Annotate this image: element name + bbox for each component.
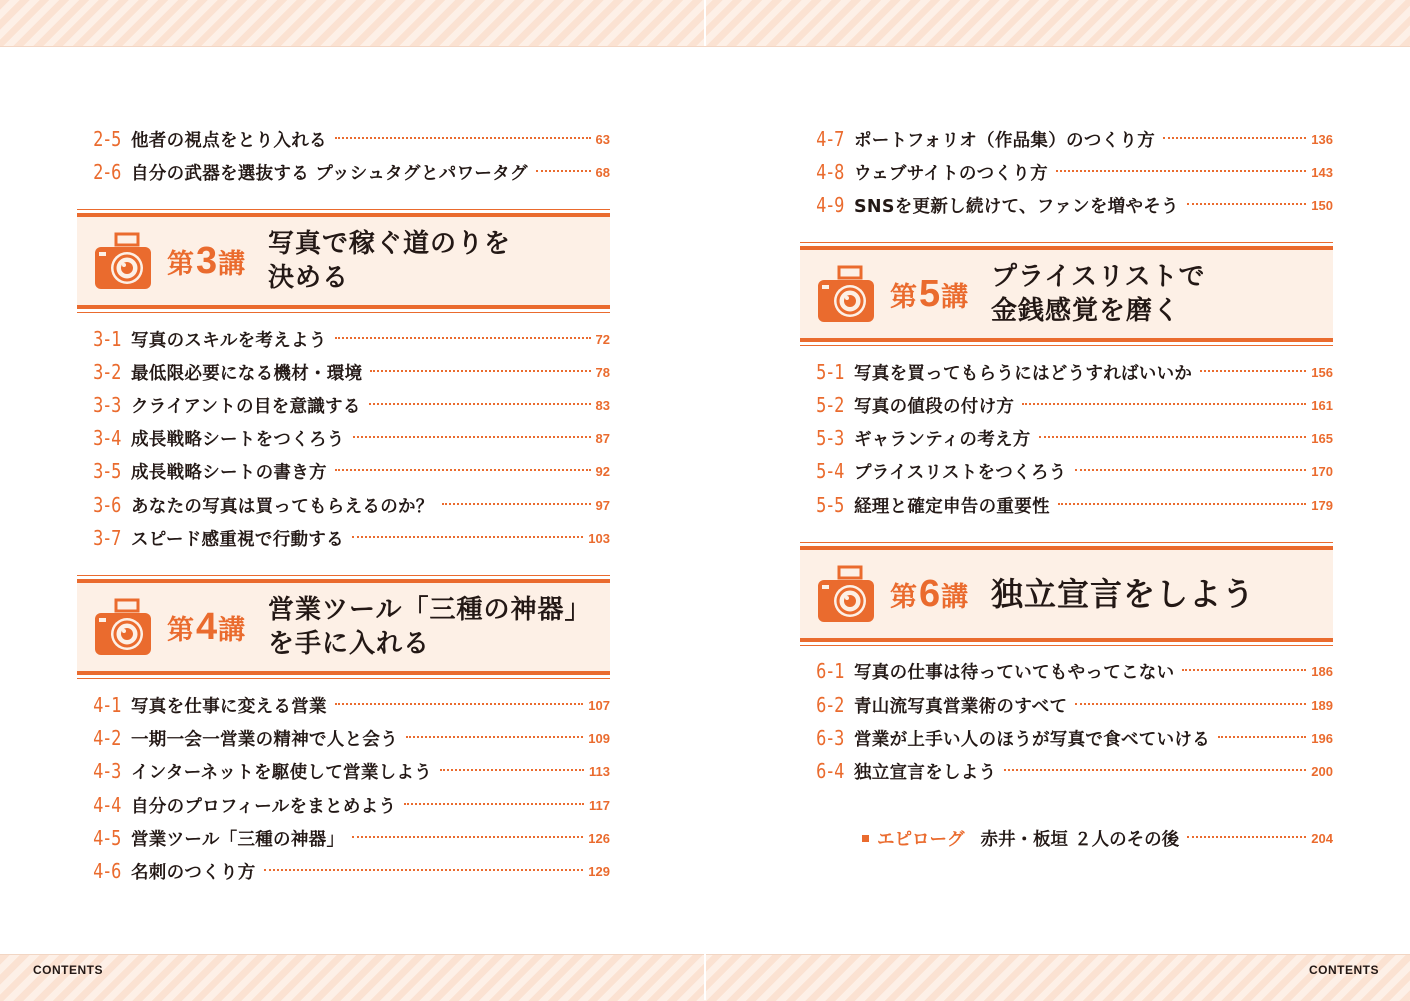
section-number: 4-2 [93, 726, 121, 750]
leader-dots [440, 769, 584, 771]
section-title: スピード感重視で行動する [131, 529, 344, 550]
chapter-label [167, 217, 245, 305]
chapter-title [268, 583, 591, 671]
leader-dots [406, 736, 583, 738]
page-number: 136 [1311, 131, 1333, 147]
chapter-number: 5 [919, 272, 940, 315]
chapter-suffix: 講 [218, 614, 246, 646]
section-title: 最低限必要になる機材・環境 [131, 363, 363, 384]
section-title: 写真を買ってもらうにはどうすればいいか [854, 363, 1193, 384]
leader-dots [352, 536, 583, 538]
section-title: ウェブサイトのつくり方 [854, 163, 1048, 184]
leader-dots [335, 337, 591, 339]
section-title: ポートフォリオ（作品集）のつくり方 [854, 130, 1156, 151]
chapter-title [268, 217, 511, 305]
chapter-label [167, 583, 245, 671]
leader-dots [370, 370, 590, 372]
camera-icon [816, 264, 876, 326]
page-number: 143 [1311, 164, 1333, 180]
leader-dots [1058, 503, 1306, 505]
chapter-label [890, 250, 968, 338]
page-number: 83 [595, 397, 610, 413]
chapter-title [991, 550, 1255, 638]
toc-row[interactable] [800, 124, 1333, 154]
section-number: 5-4 [816, 459, 844, 483]
section-number: 6-2 [816, 693, 844, 717]
square-bullet-icon [862, 835, 869, 842]
section-title: 写真の値段の付け方 [854, 396, 1015, 417]
page-number: 179 [1311, 497, 1333, 513]
epilogue-label: エピローグ [877, 829, 965, 850]
section-title: 名刺のつくり方 [131, 862, 256, 883]
chapter-prefix: 第 [890, 581, 917, 613]
chapter-title-line1: 写真で稼ぐ道のりを [268, 229, 512, 259]
leader-dots [335, 137, 591, 139]
page-number: 204 [1311, 830, 1333, 846]
page-number: 107 [588, 697, 610, 713]
leader-dots [1039, 436, 1307, 438]
section-number: 4-9 [816, 193, 844, 217]
leader-dots [1200, 370, 1306, 372]
page-number: 126 [588, 830, 610, 846]
toc-row[interactable] [800, 656, 1333, 686]
chapter-3-header[interactable] [77, 213, 610, 309]
leader-dots [1218, 736, 1306, 738]
section-title: 写真のスキルを考えよう [131, 330, 327, 351]
camera-icon [93, 231, 153, 293]
leader-dots [442, 503, 591, 505]
leader-dots [353, 436, 591, 438]
leader-dots [536, 170, 591, 172]
leader-dots [1022, 403, 1306, 405]
gutter-top [704, 0, 706, 46]
chapter-prefix: 第 [890, 281, 917, 313]
section-number: 2-6 [93, 160, 121, 184]
page-number: 129 [588, 863, 610, 879]
section-title: インターネットを駆使して営業しよう [131, 762, 433, 783]
leader-dots [1187, 203, 1306, 205]
leader-dots [369, 403, 591, 405]
section-title: 自分の武器を選抜する プッシュタグとパワータグ [131, 163, 528, 184]
chapter-title-line2: 金銭感覚を磨く [991, 296, 1181, 326]
toc-row[interactable] [77, 124, 610, 154]
section-number: 3-1 [93, 327, 121, 351]
leader-dots [335, 469, 591, 471]
chapter-title-line2: を手に入れる [268, 629, 431, 659]
section-title: あなたの写真は買ってもらえるのか？ [131, 496, 434, 517]
chapter-title-line1: 営業ツール「三種の神器」 [268, 595, 592, 625]
section-number: 5-2 [816, 393, 844, 417]
left-page [77, 0, 614, 1000]
chapter-4-header[interactable] [77, 579, 610, 675]
toc-row[interactable] [800, 423, 1333, 453]
page-number: 97 [595, 497, 610, 513]
page-number: 72 [595, 331, 610, 347]
leader-dots [1075, 703, 1306, 705]
epilogue-title: 赤井・板垣 ２人のその後 [980, 829, 1180, 850]
leader-dots [404, 803, 584, 805]
page-number: 150 [1311, 197, 1333, 213]
section-number: 6-3 [816, 726, 844, 750]
section-title: 成長戦略シートの書き方 [131, 462, 327, 483]
section-number: 5-1 [816, 360, 844, 384]
toc-row[interactable] [77, 690, 610, 720]
section-number: 4-8 [816, 160, 844, 184]
section-number: 3-7 [93, 526, 121, 550]
chapter-suffix: 講 [941, 581, 969, 613]
footer-contents-left: CONTENTS [33, 963, 103, 977]
section-number: 4-1 [93, 693, 121, 717]
chapter-title [991, 250, 1205, 338]
chapter-6-header[interactable] [800, 546, 1333, 642]
toc-row[interactable] [800, 690, 1333, 720]
page-number: 63 [595, 131, 610, 147]
section-title: ギャランティの考え方 [854, 429, 1031, 450]
toc-row[interactable] [800, 490, 1333, 520]
chapter-suffix: 講 [218, 248, 246, 280]
chapter-5-header[interactable] [800, 246, 1333, 342]
toc-row[interactable] [77, 856, 610, 886]
chapter-number: 3 [196, 239, 217, 282]
section-number: 3-4 [93, 426, 121, 450]
section-number: 2-5 [93, 127, 121, 151]
section-title: 一期一会一営業の精神で人と会う [131, 729, 398, 750]
chapter-number: 6 [919, 572, 940, 615]
camera-icon [93, 597, 153, 659]
page-number: 78 [595, 364, 610, 380]
page-number: 156 [1311, 364, 1333, 380]
toc-row[interactable] [77, 523, 610, 553]
toc-row[interactable] [77, 756, 610, 786]
toc-row[interactable] [77, 456, 610, 486]
leader-dots [1163, 137, 1306, 139]
section-title: 自分のプロフィールをまとめよう [131, 796, 397, 817]
leader-dots [1187, 836, 1306, 838]
chapter-number: 4 [196, 605, 217, 648]
toc-row[interactable] [800, 357, 1333, 387]
page-number: 200 [1311, 763, 1333, 779]
toc-row[interactable] [800, 390, 1333, 420]
footer-contents-right: CONTENTS [1309, 963, 1379, 977]
page-number: 161 [1311, 397, 1333, 413]
section-title: 営業ツール「三種の神器」 [131, 829, 345, 850]
page-number: 170 [1311, 463, 1333, 479]
section-number: 3-6 [93, 493, 121, 517]
chapter-title-line1: 独立宣言をしよう [991, 575, 1256, 613]
leader-dots [1004, 769, 1306, 771]
leader-dots [1056, 170, 1306, 172]
toc-row[interactable] [800, 157, 1333, 187]
leader-dots [1182, 669, 1306, 671]
toc-row[interactable] [77, 357, 610, 387]
page-number: 109 [588, 730, 610, 746]
section-title: 写真を仕事に変える営業 [131, 696, 327, 717]
toc-row[interactable] [77, 423, 610, 453]
leader-dots [264, 869, 584, 871]
chapter-title-line2: 決める [268, 263, 350, 293]
toc-row[interactable] [77, 723, 610, 753]
camera-icon [816, 564, 876, 626]
section-title: 成長戦略シートをつくろう [131, 429, 345, 450]
section-title: プライスリストをつくろう [854, 462, 1067, 483]
page-number: 186 [1311, 663, 1333, 679]
epilogue-row[interactable] [800, 823, 1333, 853]
section-title: SNSを更新し続けて、ファンを増やそう [854, 196, 1179, 217]
page-number: 196 [1311, 730, 1333, 746]
chapter-title-line1: プライスリストで [991, 262, 1206, 292]
section-number: 6-4 [816, 759, 844, 783]
toc-row[interactable] [77, 823, 610, 853]
chapter-suffix: 講 [941, 281, 969, 313]
leader-dots [352, 836, 583, 838]
section-number: 3-3 [93, 393, 121, 417]
section-title: 写真の仕事は待っていてもやってこない [854, 662, 1175, 683]
right-page [800, 0, 1337, 1000]
page-number: 117 [589, 797, 610, 813]
toc-row[interactable] [800, 723, 1333, 753]
page-number: 165 [1311, 430, 1333, 446]
toc-row[interactable] [77, 390, 610, 420]
page-number: 87 [595, 430, 610, 446]
section-title: クライアントの目を意識する [131, 396, 361, 417]
toc-row[interactable] [800, 190, 1333, 220]
section-number: 4-4 [93, 793, 121, 817]
section-number: 6-1 [816, 659, 844, 683]
page-number: 103 [588, 530, 610, 546]
section-title: 経理と確定申告の重要性 [854, 496, 1050, 517]
toc-row[interactable] [800, 456, 1333, 486]
section-number: 4-3 [93, 759, 121, 783]
section-number: 3-2 [93, 360, 121, 384]
section-number: 5-5 [816, 493, 844, 517]
section-title: 営業が上手い人のほうが写真で食べていける [854, 729, 1210, 750]
toc-row[interactable] [77, 790, 610, 820]
section-title: 独立宣言をしよう [854, 762, 997, 783]
page-number: 189 [1311, 697, 1333, 713]
chapter-prefix: 第 [167, 614, 194, 646]
section-title: 青山流写真営業術のすべて [854, 696, 1068, 717]
toc-row[interactable] [77, 490, 610, 520]
section-number: 4-6 [93, 859, 121, 883]
page-number: 92 [595, 463, 610, 479]
section-number: 5-3 [816, 426, 844, 450]
page-number: 113 [589, 763, 610, 779]
toc-row[interactable] [77, 157, 610, 187]
page-number: 68 [595, 164, 610, 180]
leader-dots [335, 703, 583, 705]
chapter-prefix: 第 [167, 248, 194, 280]
gutter-bottom [704, 954, 706, 1000]
section-number: 4-7 [816, 127, 844, 151]
toc-row[interactable] [77, 324, 610, 354]
chapter-label [890, 550, 968, 638]
section-title: 他者の視点をとり入れる [131, 130, 327, 151]
leader-dots [1075, 469, 1307, 471]
toc-row[interactable] [800, 756, 1333, 786]
section-number: 4-5 [93, 826, 121, 850]
section-number: 3-5 [93, 459, 121, 483]
